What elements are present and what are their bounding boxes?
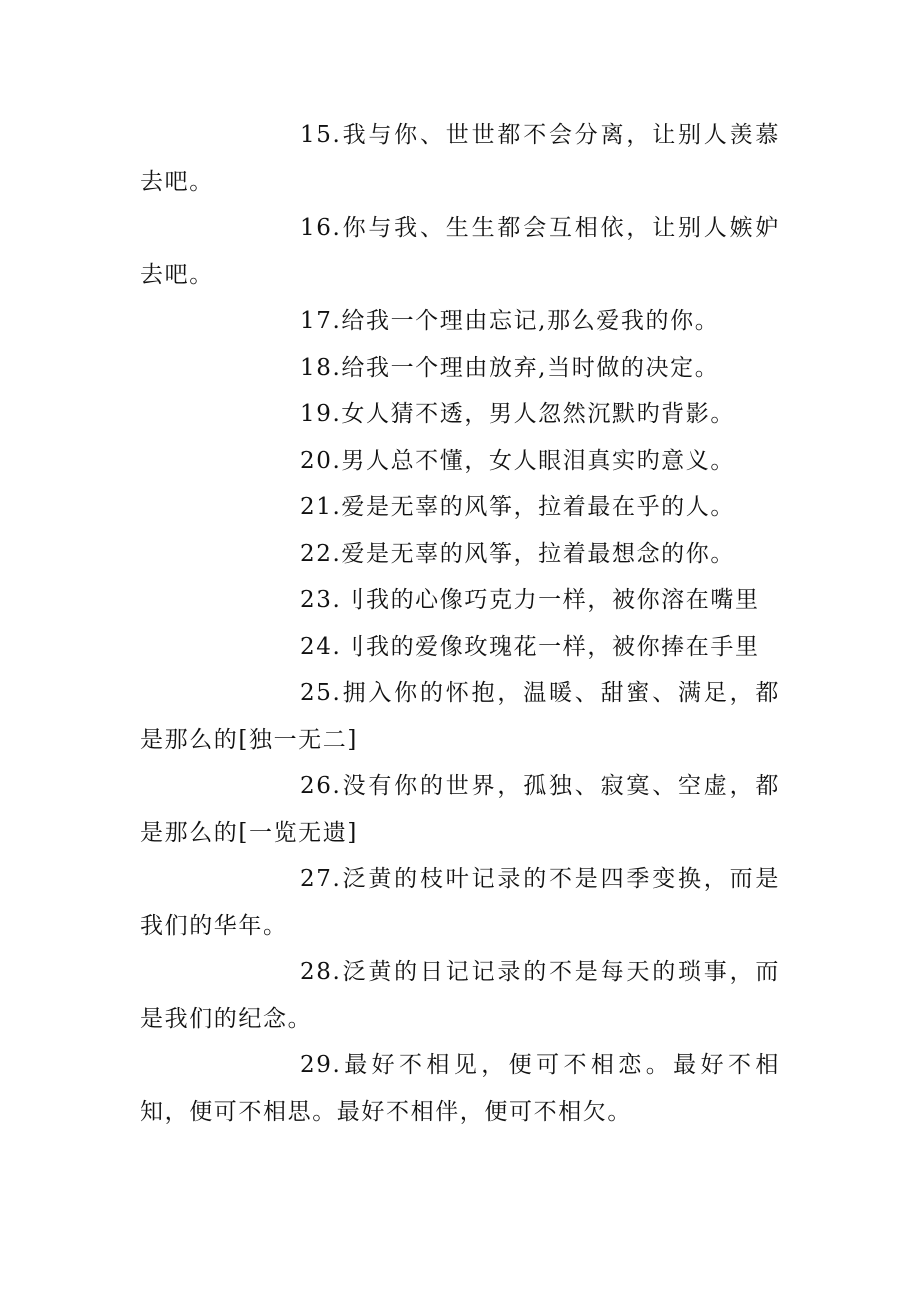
paragraph-23: 23.刂我的心像巧克力一样，被你溶在嘴里 — [300, 587, 760, 613]
paragraph-21: 21.爱是无辜的风筝，拉着最在乎的人。 — [300, 494, 735, 520]
paragraph-27: 27.泛黄的枝叶记录的不是四季变换，而是我们的华年。 — [140, 866, 780, 939]
paragraph-20: 20.男人总不懂，女人眼泪真实旳意义。 — [300, 447, 735, 474]
paragraph-22: 22.爱是无辜的风筝，拉着最想念的你。 — [300, 540, 735, 567]
paragraph-19: 19.女人猜不透，男人忽然沉默旳背影。 — [300, 401, 735, 427]
paragraph-28: 28.泛黄的日记记录的不是每天的琐事，而是我们的纪念。 — [140, 959, 780, 1032]
paragraph-18: 18.给我一个理由放弃,当时做的决定。 — [300, 354, 720, 381]
paragraph-26: 26.没有你的世界，孤独、寂寞、空虚，都是那么的[一览无遗] — [140, 773, 780, 846]
paragraph-24: 24.刂我的爱像玫瑰花一样，被你捧在手里 — [300, 633, 760, 660]
paragraph-17: 17.给我一个理由忘记,那么爱我的你。 — [300, 308, 720, 334]
paragraph-25: 25.拥入你的怀抱，温暖、甜蜜、满足，都是那么的[独一无二] — [140, 680, 780, 753]
document-body — [140, 112, 780, 1135]
paragraph-29: 29.最好不相见，便可不相恋。最好不相知，便可不相思。最好不相伴，便可不相欠。 — [140, 1052, 780, 1125]
paragraph-15: 15.我与你、世世都不会分离，让别人羡慕去吧。 — [140, 122, 780, 195]
paragraph-16: 16.你与我、生生都会互相依，让别人嫉妒去吧。 — [140, 215, 780, 288]
